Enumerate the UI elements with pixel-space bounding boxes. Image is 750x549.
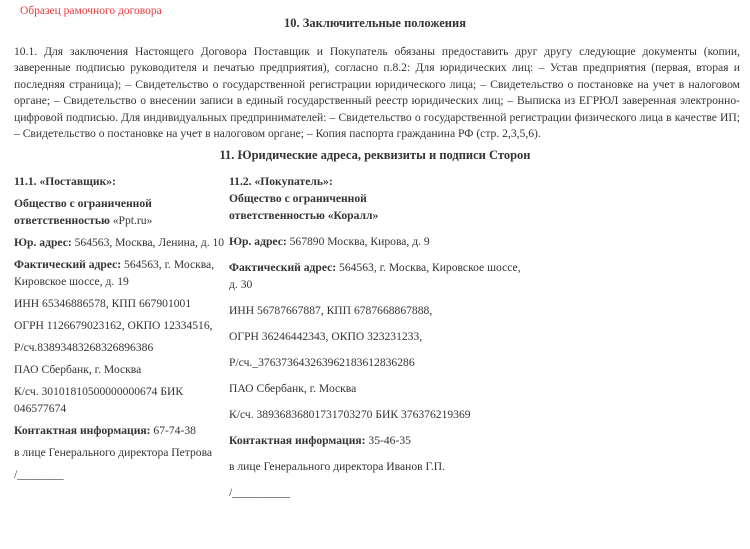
supplier-contact [14,422,228,439]
supplier-signatory: в лице Генерального директора Петрова [14,446,213,460]
buyer-legal-address-label: Юр. адрес: [229,235,287,249]
buyer-settlement-account: Р/сч._376373643263962183612836286 [229,356,415,370]
supplier-company-name: «Ppt.ru» [109,214,153,228]
supplier-bank: ПАО Сбербанк, г. Москва [14,363,142,377]
clause-10-1-paragraph: 10.1. Для заключения Настоящего Договора Поставщик и Покупатель обязаны предоставить друг другу следующие документы (копии, заверенные подписью руководителя и печатью предприятия), согласно п.8.2: Для юридических лиц: – Устав предприятия (первая, вторая и последняя страница); – Свидетельство о государственной регистрации юридического лица; – Свидетельство о постановке на учет в налоговом органе; – Свидетельство о внесении записи в единый государственный реестр юридических лиц; – Выписка из ЕГРЮЛ заверенная электронно-цифровой подписью. Для индивидуальных предпринимателей: – Свидетельство о государственной регистрации физического лица в качестве ИП; – Свидетельство о постановке на учет в налоговом органе; – Копия паспорта гражданина РФ (стр. 2,3,5,6). [14,45,740,141]
buyer-signatory: в лице Генерального директора Иванов Г.П. [229,460,446,474]
supplier-title: 11.1. «Поставщик»: [14,175,116,189]
sample-contract-link[interactable]: Образец рамочного договора [20,5,162,17]
supplier-inn-kpp: ИНН 65346886578, КПП 667901001 [14,297,192,311]
supplier-settlement-account: Р/сч.83893483268326896386 [14,341,154,355]
supplier-company-form: Общество с ограниченной ответственностью [14,197,152,228]
supplier-legal-address-label: Юр. адрес: [14,236,72,250]
supplier-company [14,195,228,229]
supplier-actual-address [14,256,228,290]
supplier-actual-address-value: 564563, г. Москва, Кировское шоссе, д. 19 [14,258,215,289]
buyer-signature-line: /__________ [229,486,291,500]
supplier-ogrn-okpo: ОГРН 1126679023162, ОКПО 12334516, [14,319,213,333]
supplier-legal-address-value: 564563, Москва, Ленина, д. 10 [71,236,225,250]
supplier-legal-address [14,234,228,251]
buyer-bank: ПАО Сбербанк, г. Москва [229,382,357,396]
buyer-inn-kpp: ИНН 56787667887, КПП 6787668867888, [229,304,433,318]
buyer-column [229,173,529,510]
supplier-corr-account: К/сч. 30101810500000000674 БИК 046577674 [14,385,184,416]
section-11-heading: 11. Юридические адреса, реквизиты и подписи Сторон [219,148,531,163]
buyer-company: Общество с ограниченной ответственностью «Коралл» [229,192,379,223]
parties-details-columns [14,173,750,510]
buyer-ogrn-okpo: ОГРН 36246442343, ОКПО 323231233, [229,330,423,344]
buyer-title: 11.2. «Покупатель»: [229,175,333,189]
supplier-column [14,173,228,510]
supplier-actual-address-label: Фактический адрес: [14,258,122,272]
supplier-contact-label: Контактная информация: [14,424,151,438]
buyer-legal-address-value: 567890 Москва, Кирова, д. 9 [286,235,430,249]
buyer-corr-account: К/сч. 38936836801731703270 БИК 376376219369 [229,408,471,422]
supplier-signature-line: /________ [14,468,64,482]
buyer-actual-address-value: 564563, г. Москва, Кировское шоссе, д. 30 [229,261,521,292]
buyer-legal-address [229,233,529,250]
buyer-actual-address-label: Фактический адрес: [229,261,337,275]
buyer-contact-label: Контактная информация: [229,434,366,448]
buyer-actual-address [229,259,529,293]
section-10-heading: 10. Заключительные положения [284,16,466,30]
buyer-contact [229,432,529,449]
supplier-contact-value: 67-74-38 [150,424,196,438]
buyer-contact-value: 35-46-35 [365,434,411,448]
